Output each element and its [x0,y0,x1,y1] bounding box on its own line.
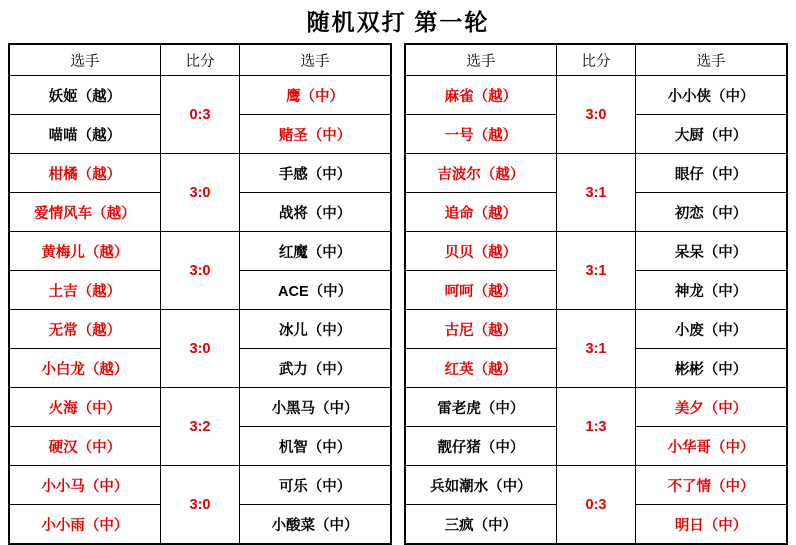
score-cell: 3:0 [160,232,239,310]
table-row [405,232,787,271]
player-cell-left: 呵呵（越） [405,271,556,310]
table-row [405,310,787,349]
player-cell-left: 靓仔猪（中） [405,427,556,466]
header-player-right: 选手 [240,44,391,76]
player-cell-right: 彬彬（中） [636,349,787,388]
player-cell-right: 小废（中） [636,310,787,349]
player-cell-right: 机智（中） [240,427,391,466]
player-cell-right: 大厨（中） [636,115,787,154]
score-cell: 0:3 [160,76,239,154]
player-cell-left: 无常（越） [9,310,160,349]
player-cell-left: 火海（中） [9,388,160,427]
player-cell-left: 柑橘（越） [9,154,160,193]
player-cell-left: 兵如潮水（中） [405,466,556,505]
score-cell: 3:2 [160,388,239,466]
player-cell-left: 吉波尔（越） [405,154,556,193]
bracket-table-left [8,43,392,545]
player-cell-right: 赌圣（中） [240,115,391,154]
player-cell-right: 小酸菜（中） [240,505,391,545]
table-row [9,232,391,271]
score-cell: 0:3 [556,466,635,545]
player-cell-right: 不了情（中） [636,466,787,505]
player-cell-right: 可乐（中） [240,466,391,505]
player-cell-right: 鹰（中） [240,76,391,115]
header-player-left: 选手 [9,44,160,76]
player-cell-right: ACE（中） [240,271,391,310]
player-cell-right: 明日（中） [636,505,787,545]
player-cell-right: 冰儿（中） [240,310,391,349]
player-cell-right: 手感（中） [240,154,391,193]
player-cell-right: 武力（中） [240,349,391,388]
player-cell-left: 古尼（越） [405,310,556,349]
player-cell-left: 一号（越） [405,115,556,154]
player-cell-left: 雷老虎（中） [405,388,556,427]
player-cell-right: 神龙（中） [636,271,787,310]
player-cell-right: 眼仔（中） [636,154,787,193]
score-cell: 3:0 [556,76,635,154]
header-score-left: 比分 [160,44,239,76]
player-cell-left: 红英（越） [405,349,556,388]
player-cell-left: 黄梅儿（越） [9,232,160,271]
score-cell: 3:0 [160,466,239,545]
score-cell: 1:3 [556,388,635,466]
player-cell-right: 呆呆（中） [636,232,787,271]
bracket-table-right [404,43,788,545]
player-cell-right: 小小侠（中） [636,76,787,115]
table-header-row [405,44,787,76]
table-header-row [9,44,391,76]
score-cell: 3:1 [556,310,635,388]
player-cell-left: 爱情风车（越） [9,193,160,232]
player-cell-left: 妖姬（越） [9,76,160,115]
player-cell-left: 贝贝（越） [405,232,556,271]
bracket-tables [0,43,796,545]
player-cell-right: 小华哥（中） [636,427,787,466]
table-row [9,388,391,427]
player-cell-left: 追命（越） [405,193,556,232]
table-row [9,76,391,115]
table-row [9,466,391,505]
table-row [405,154,787,193]
header-player-right: 选手 [636,44,787,76]
player-cell-right: 战将（中） [240,193,391,232]
table-row [405,76,787,115]
table-row [9,154,391,193]
table-row [9,310,391,349]
player-cell-right: 美夕（中） [636,388,787,427]
player-cell-left: 土吉（越） [9,271,160,310]
player-cell-right: 红魔（中） [240,232,391,271]
header-score-left: 比分 [556,44,635,76]
header-player-left: 选手 [405,44,556,76]
bracket-body-left [9,76,391,545]
score-cell: 3:0 [160,154,239,232]
bracket-body-right [405,76,787,545]
player-cell-left: 三疯（中） [405,505,556,545]
score-cell: 3:1 [556,232,635,310]
table-row [405,388,787,427]
score-cell: 3:1 [556,154,635,232]
player-cell-right: 初恋（中） [636,193,787,232]
player-cell-left: 小白龙（越） [9,349,160,388]
player-cell-right: 小黑马（中） [240,388,391,427]
player-cell-left: 小小雨（中） [9,505,160,545]
player-cell-left: 小小马（中） [9,466,160,505]
player-cell-left: 喵喵（越） [9,115,160,154]
table-row [405,466,787,505]
player-cell-left: 麻雀（越） [405,76,556,115]
page-title: 随机双打 第一轮 [306,10,490,35]
score-cell: 3:0 [160,310,239,388]
player-cell-left: 硬汉（中） [9,427,160,466]
